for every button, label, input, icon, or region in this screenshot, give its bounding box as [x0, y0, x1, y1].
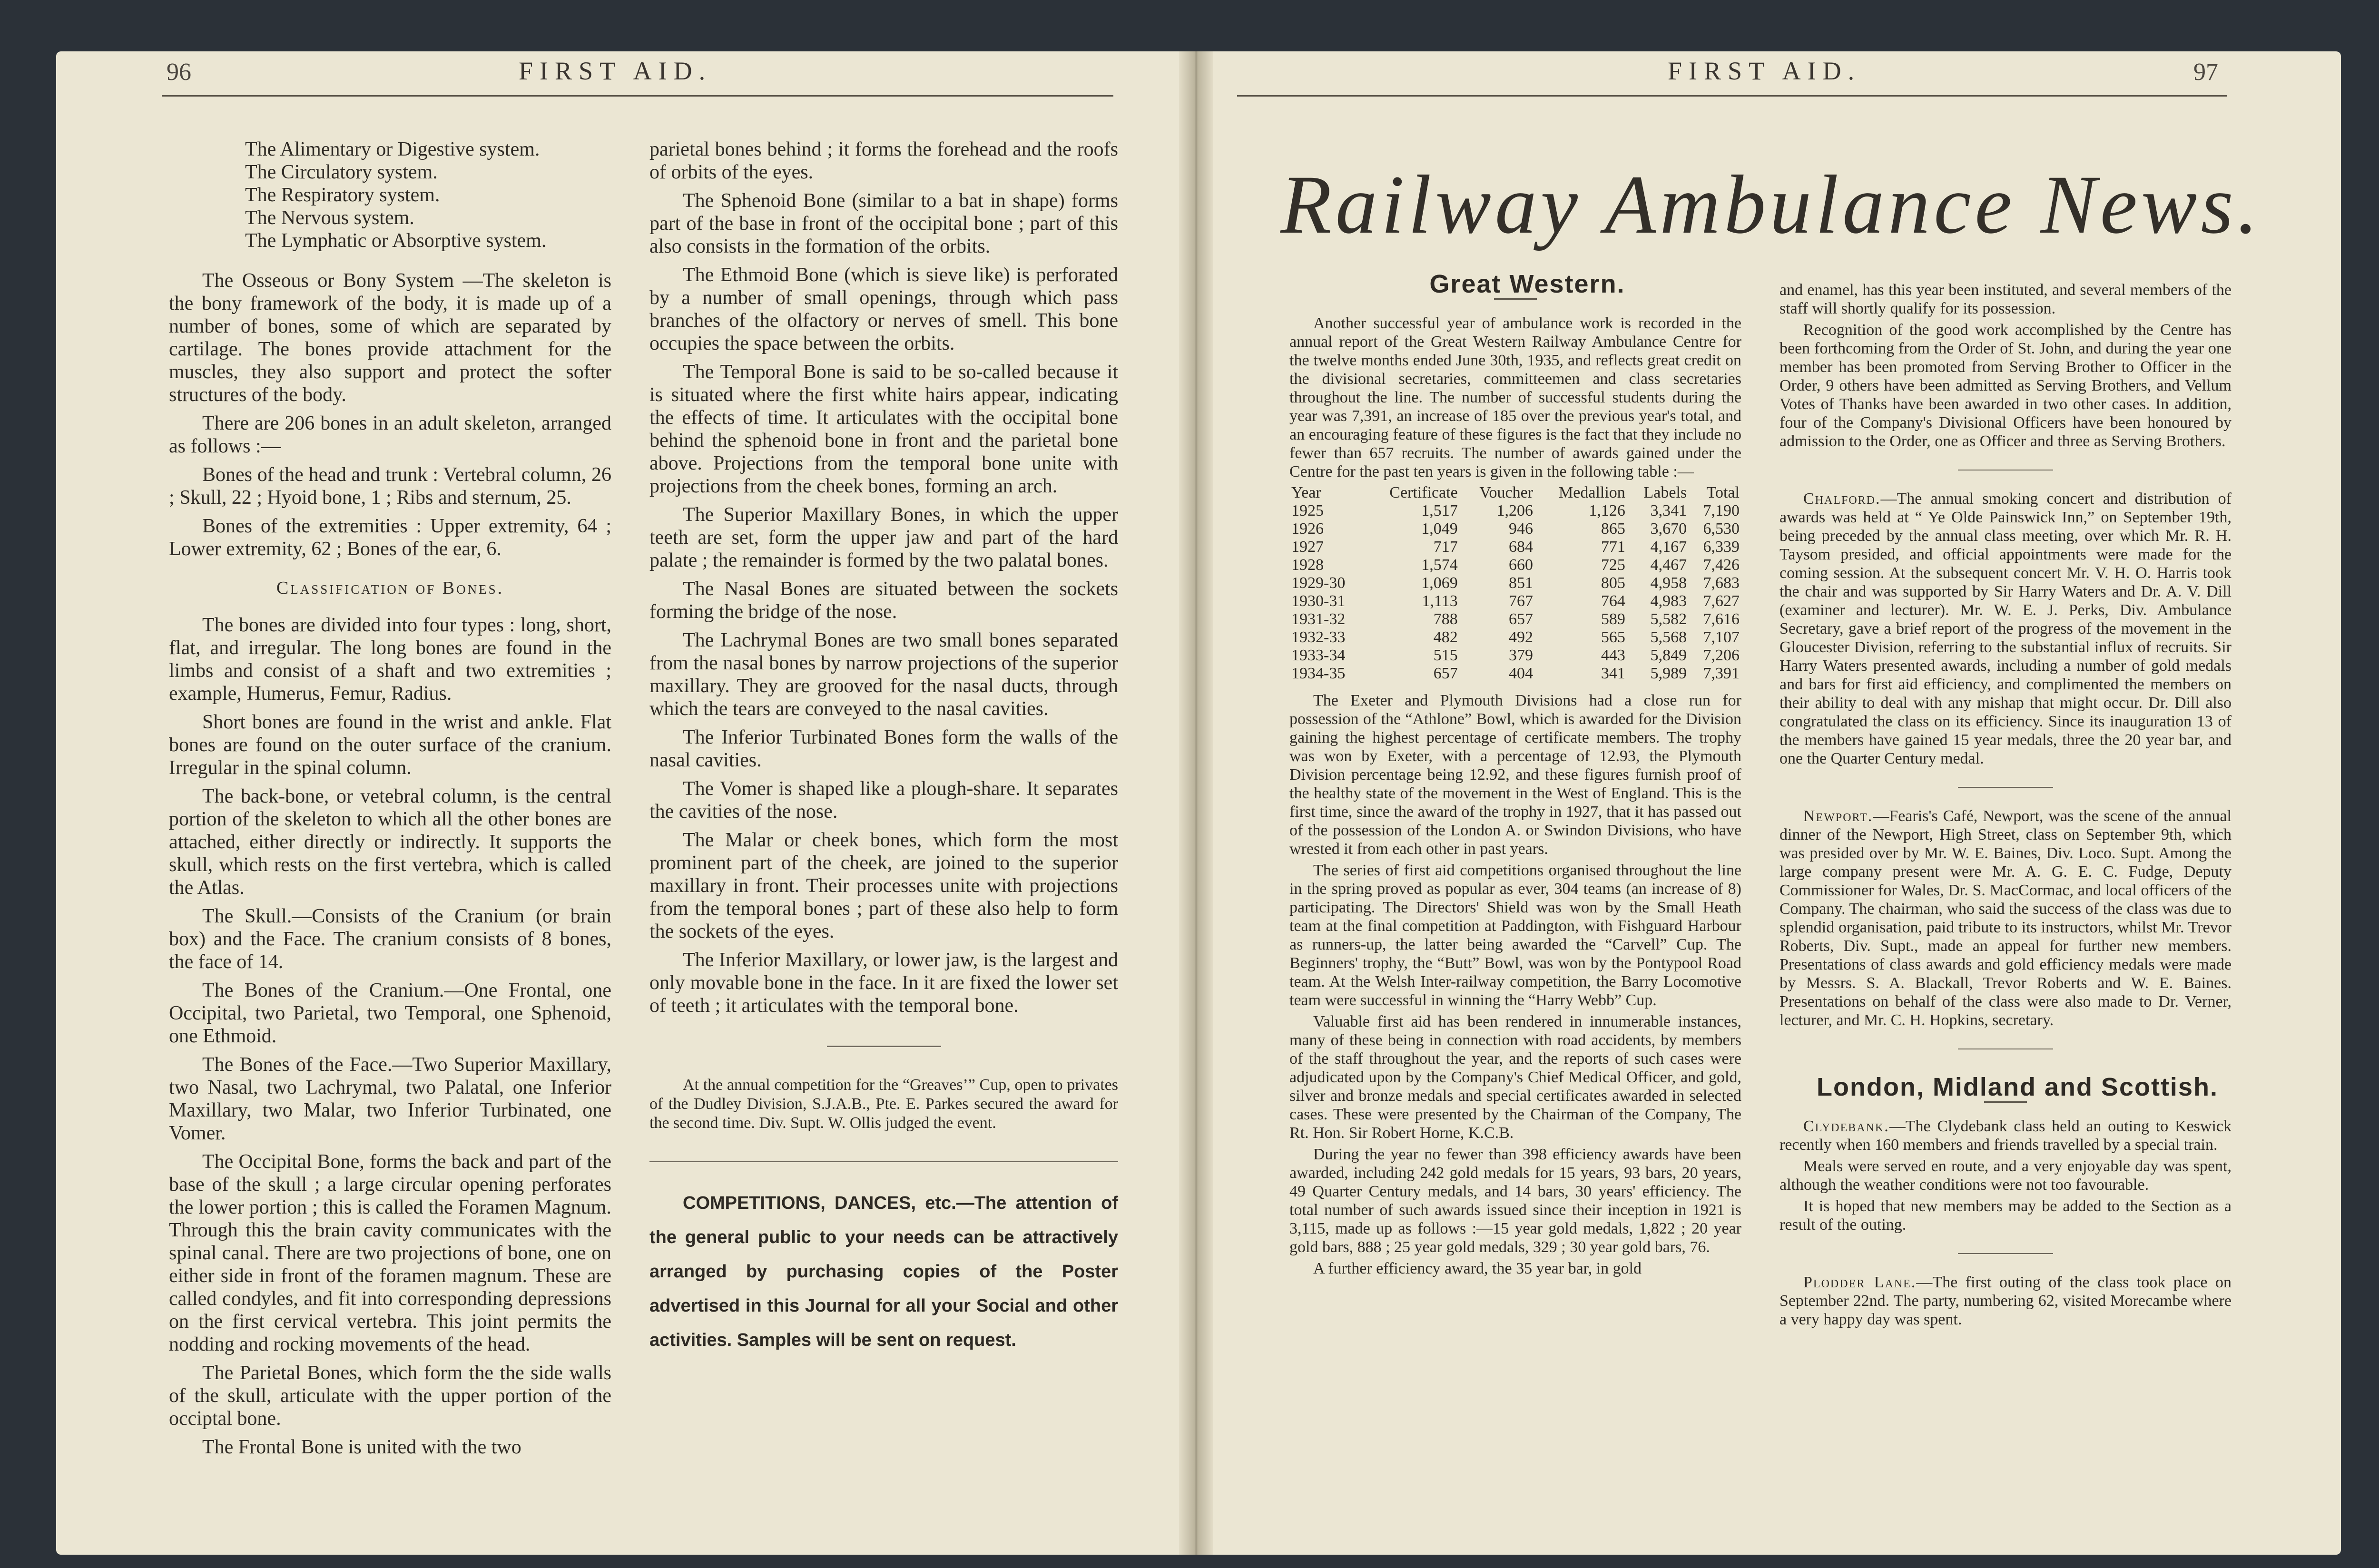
table-cell: 805 [1601, 574, 1625, 592]
table-cell: 1,126 [1589, 502, 1625, 519]
paragraph: The Inferior Maxillary, or lower jaw, is the largest and only movable bone in the face. In it are fixed the lower set of teeth ; it articulates with the temporal bone. [649, 949, 1118, 1017]
system-item: The Alimentary or Digestive system. [245, 138, 540, 160]
paragraph: The Parietal Bones, which form the the side walls of the skull, articulate with the upper portion of the occiptal bone. [169, 1362, 611, 1430]
notice-rule [649, 1161, 1118, 1162]
paragraph: The Inferior Turbinated Bones form the walls of the nasal cavities. [649, 726, 1118, 771]
table-row [1289, 502, 1741, 520]
section-heading-great-western: Great Western. [1429, 270, 1625, 298]
table-row [1289, 592, 1741, 610]
paragraph: and enamel, has this year been instituted, and several members of the staff will shortly qualify for its possession. [1779, 281, 2232, 317]
item-separator [1958, 1253, 2053, 1254]
table-cell: 725 [1601, 556, 1625, 574]
table-cell: 5,582 [1650, 610, 1687, 628]
place-name: Chalford. [1803, 490, 1881, 508]
paragraph: Short bones are found in the wrist and ankle. Flat bones are found on the outer surface of the cranium. Irregular in the spinal column. [169, 711, 611, 779]
system-item: The Nervous system. [245, 207, 414, 229]
table-header-row [1289, 484, 1741, 502]
table-cell: 851 [1509, 574, 1534, 592]
table-cell: 684 [1509, 538, 1534, 556]
paragraph: The Exeter and Plymouth Divisions had a close run for possession of the “Athlone” Bowl, which is awarded for the Division gaining the highest percentage of certificate members. The trophy was won by Exeter, with a percentage of 12.93, the Plymouth Division percentage being 12.92, and these figures furnish proof of the healthy state of the movement in the West of England. This is the first time, since the award of the trophy in 1927, that it has passed out of the possession of the London A. or Swindon Divisions, who have wrested it from each other in past years. [1289, 692, 1741, 858]
table-cell: 946 [1509, 520, 1534, 538]
table-row [1289, 610, 1741, 628]
table-cell: 3,670 [1650, 520, 1687, 538]
table-cell: 7,683 [1703, 574, 1740, 592]
book-gutter [1179, 51, 1213, 1555]
table-cell: 1,113 [1422, 592, 1458, 610]
item-separator [1958, 787, 2053, 788]
table-cell: 5,568 [1650, 628, 1687, 646]
section-heading: Classification of Bones. [276, 578, 504, 598]
paragraph: The series of first aid competitions organised throughout the line in the spring proved as popular as ever, 304 teams (an increase of 8) participating. The Directors' Shield was won by the Small Heath team at the final competition at Paddington, with Fishguard Harbour as runners-up, the latter being awarded the “Carvell” Cup. The Beginners' trophy, the “Butt” Bowl, was won by the Pontypool Road team. At the Welsh Inter-railway competition, the Barry Locomotive team were successful in winning the “Harry Webb” Cup. [1289, 862, 1741, 1009]
paragraph: The Malar or cheek bones, which form the most prominent part of the cheek, are joined to the superior maxillary in front. Their processes unite with projections from the temporal bones ; part of these also help to form the sockets of the eyes. [649, 829, 1118, 942]
table-cell: 1,517 [1421, 502, 1458, 519]
table-cell: 1929-30 [1291, 574, 1346, 592]
left-page-number: 96 [167, 59, 191, 86]
table-cell: 1931-32 [1291, 610, 1346, 628]
table-cell: 1,206 [1496, 502, 1534, 519]
table-cell: 4,167 [1650, 538, 1687, 556]
table-cell: 589 [1601, 610, 1625, 628]
table-cell: 771 [1601, 538, 1625, 556]
system-item: The Lymphatic or Absorptive system. [245, 230, 547, 252]
paragraph: parietal bones behind ; it forms the forehead and the roofs of orbits of the eyes. [649, 138, 1118, 183]
table-cell: 482 [1433, 628, 1458, 646]
paragraph: Meals were served en route, and a very enjoyable day was spent, although the weather conditions were not too favourable. [1779, 1157, 2232, 1194]
table-cell: 764 [1601, 592, 1625, 610]
paragraph: The Skull.—Consists of the Cranium (or brain box) and the Face. The cranium consists of 8 bones, the face of 14. [169, 905, 611, 973]
table-header: Year [1291, 484, 1321, 501]
paragraph: The Ethmoid Bone (which is sieve like) is perforated by a number of small openings, through which pass branches of the olfactory or nerves of smell. This bone occupies the space between the orbits. [649, 264, 1118, 354]
table-header: Voucher [1479, 484, 1534, 501]
table-row [1289, 665, 1741, 683]
table-cell: 3,341 [1650, 502, 1687, 519]
left-column-2 [649, 138, 1118, 1363]
item-text: —The first outing of the class took place on September 22nd. The party, numbering 62, visited Morecambe where a very happy day was spent. [1779, 1274, 2232, 1328]
place-name: Newport. [1803, 807, 1873, 825]
right-column-2 [1779, 281, 2232, 1332]
table-cell: 1,574 [1421, 556, 1458, 574]
paragraph: The Vomer is shaped like a plough-share. It separates the cavities of the nose. [649, 778, 1118, 823]
table-row [1289, 520, 1741, 538]
table-cell: 565 [1601, 628, 1625, 646]
table-cell: 7,206 [1703, 647, 1740, 664]
paragraph: Valuable first aid has been rendered in innumerable instances, many of these being in connection with road accidents, by members of the staff throughout the year, and the reports of such cases were adjudicated upon by the Company's Chief Medical Officer, and gold, silver and bronze medals and special certificates awarded in selected cases. These were presented by the Chairman of the Company, The Rt. Hon. Sir Robert Horne, K.C.B. [1289, 1013, 1741, 1142]
paragraph: The Bones of the Face.—Two Superior Maxillary, two Nasal, two Lachrymal, two Palatal, one Inferior Maxillary, two Malar, two Inferior Turbinated, one Vomer. [169, 1054, 611, 1144]
table-cell: 5,849 [1650, 647, 1687, 664]
table-cell: 657 [1509, 610, 1534, 628]
right-running-head: FIRST AID. [1668, 57, 1861, 85]
table-cell: 7,107 [1703, 628, 1740, 646]
table-cell: 443 [1601, 647, 1625, 664]
heading-rule [1984, 1101, 2027, 1103]
place-name: Plodder Lane. [1803, 1274, 1917, 1291]
awards-table [1289, 484, 1741, 683]
table-header: Medallion [1559, 484, 1625, 501]
paragraph: The Frontal Bone is united with the two [202, 1436, 521, 1458]
paragraph: The Superior Maxillary Bones, in which the upper teeth are set, form the upper jaw and part of the hard palate ; the remainder is formed by the two palatal bones. [649, 504, 1118, 571]
promo-notice: COMPETITIONS, DANCES, etc.—The attention of the general public to your needs can be attractively arranged by purchasing copies of the Poster advertised in this Journal for all your Social and other activities. Samples will be sent on request. [649, 1193, 1118, 1350]
left-header-rule [162, 95, 1113, 97]
system-item: The Circulatory system. [245, 161, 438, 183]
table-row [1289, 628, 1741, 647]
table-cell: 865 [1601, 520, 1625, 538]
paragraph: The Bones of the Cranium.—One Frontal, one Occipital, two Parietal, two Temporal, one Sphenoid, one Ethmoid. [169, 980, 611, 1047]
heading-rule [1494, 298, 1537, 300]
paragraph: During the year no fewer than 398 efficiency awards have been awarded, including 242 gold medals for 15 years, 93 bars, 20 years, 49 Quarter Century medals, and 14 bars, 30 years' efficiency. The total number of such awards issued since their inception in 1921 is 3,115, made up as follows :—15 year gold medals, 1,822 ; 20 year gold bars, 888 ; 25 year gold medals, 329 ; 30 year gold bars, 76. [1289, 1146, 1741, 1256]
table-cell: 4,983 [1650, 592, 1687, 610]
paragraph: Recognition of the good work accomplished by the Centre has been forthcoming from the Order of St. John, and during the year one member has been promoted from Serving Brother to Officer in the Order, 9 others have been admitted as Serving Brothers, and Vellum Votes of Thanks have been awarded in two other cases. In addition, four of the Company's Divisional Officers have been honoured by admission to the Order, one as Officer and three as Serving Brothers. [1779, 321, 2232, 450]
right-header-rule [1237, 95, 2227, 97]
table-cell: 657 [1433, 665, 1458, 682]
paragraph: The Lachrymal Bones are two small bones separated from the nasal bones by narrow projections of the superior maxillary. They are grooved for the nasal ducts, through which the tears are conveyed to the nasal cavities. [649, 629, 1118, 720]
table-cell: 6,339 [1703, 538, 1740, 556]
table-cell: 379 [1509, 647, 1534, 664]
left-running-head: FIRST AID. [519, 57, 712, 85]
section-heading-lms: London, Midland and Scottish. [1817, 1073, 2218, 1101]
paragraph: There are 206 bones in an adult skeleton, arranged as follows :— [169, 412, 611, 457]
table-row [1289, 574, 1741, 592]
table-cell: 515 [1433, 647, 1458, 664]
newport-item [1779, 807, 2232, 1029]
table-cell: 4,467 [1650, 556, 1687, 574]
paragraph: Bones of the head and trunk : Vertebral column, 26 ; Skull, 22 ; Hyoid bone, 1 ; Ribs and sternum, 25. [169, 464, 611, 509]
table-cell: 1933-34 [1291, 647, 1346, 664]
table-cell: 767 [1509, 592, 1534, 610]
table-cell: 6,530 [1703, 520, 1740, 538]
greaves-notice: At the annual competition for the “Greaves’” Cup, open to privates of the Dudley Division, S.J.A.B., Pte. E. Parkes secured the award for the second time. Div. Supt. W. Ollis judged the event. [649, 1076, 1118, 1132]
table-cell: 717 [1433, 538, 1458, 556]
right-page-number: 97 [2193, 59, 2218, 86]
table-row [1289, 556, 1741, 574]
table-cell: 7,391 [1703, 665, 1740, 682]
section-divider [827, 1046, 941, 1047]
paragraph: A further efficiency award, the 35 year bar, in gold [1313, 1260, 1642, 1277]
table-cell: 7,627 [1703, 592, 1740, 610]
item-text: —The Clydebank class held an outing to Keswick recently when 160 members and friends travelled by a special train. [1779, 1117, 2232, 1154]
table-cell: 788 [1433, 610, 1458, 628]
place-name: Clydebank. [1803, 1117, 1889, 1135]
table-cell: 7,616 [1703, 610, 1740, 628]
paragraph: The bones are divided into four types : long, short, flat, and irregular. The long bones are found in the limbs and consist of a shaft and two extremities ; example, Humerus, Femur, Radius. [169, 614, 611, 705]
table-cell: 492 [1509, 628, 1534, 646]
table-cell: 1926 [1291, 520, 1324, 538]
table-cell: 7,426 [1703, 556, 1740, 574]
system-item: The Respiratory system. [245, 184, 440, 206]
table-cell: 4,958 [1650, 574, 1687, 592]
paragraph: The Temporal Bone is said to be so-called because it is situated where the first white hairs appear, indicating the effects of time. It articulates with the occipital bone behind the sphenoid bone in front and the parietal bone above. Projections from the temporal bone unite with projections from the cheek bones, forming an arch. [649, 361, 1118, 497]
table-header: Total [1706, 484, 1740, 501]
clydebank-item [1779, 1117, 2232, 1154]
masthead-title: Railway Ambulance News. [1280, 158, 2262, 251]
table-cell: 1928 [1291, 556, 1324, 574]
paragraph: The Occipital Bone, forms the back and part of the base of the skull ; a large circular opening perforates the lower portion ; this is called the Foramen Magnum. Through this the brain cavity communicates with the spinal canal. There are two projections of bone, one on either side in front of the foramen magnum. These are called condyles, and fit into corresponding depressions on the first cervical vertebra. This joint permits the nodding and rocking movements of the head. [169, 1151, 611, 1355]
table-cell: 5,989 [1650, 665, 1687, 682]
paragraph: Bones of the extremities : Upper extremity, 64 ; Lower extremity, 62 ; Bones of the ear, 6. [169, 515, 611, 560]
item-text: —Fearis's Café, Newport, was the scene of the annual dinner of the Newport, High Street, class on September 9th, which was presided over by Mr. W. E. Baines, Div. Loco. Supt. Among the large company present were Mr. A. G. E. C. Fudge, Deputy Commissioner for Wales, Dr. S. MacCormac, and local officers of the Company. The chairman, who said the success of the class was due to splendid organisation, paid tribute to its instructors, whilst Mr. Trevor Roberts, Div. Supt., made an appeal for further new members. Presentations of class awards and gold efficiency medals were made by Messrs. S. A. Blackall, Trevor Roberts and W. E. Baines. Presentations on behalf of the class were also made to Dr. Verner, lecturer, and Mr. C. H. Hopkins, secretary. [1779, 807, 2232, 1029]
right-column-1 [1289, 266, 1741, 1281]
paragraph: The Sphenoid Bone (similar to a bat in shape) forms part of the base in front of the occipital bone ; part of this also consists in the formation of the orbits. [649, 190, 1118, 257]
item-text: —The annual smoking concert and distribution of awards was held at “ Ye Olde Painswick Inn,” on September 19th, being preceded by the annual class meeting, over which Mr. R. H. Taysom presided, and official appointments were made for the coming session. At the subsequent concert Mr. V. H. O. Harris took the chair and was supported by Sir Harry Waters and Dr. A. V. Dill (examiner and lecturer). Mr. W. E. J. Perks, Div. Ambulance Secretary, gave a brief report of the progress of the movement in the Gloucester Division, referring to the substantial influx of recruits. Sir Harry Waters presented awards, including a number of gold medals and bars for first aid efficiency, and complimented the members on their ability to deal with any mishap that might occur. Dr. Dill also congratulated the class on its efficiency. Since its inauguration 13 of the members have gained 15 year medals, three the 20 year bar, and one the Quarter Century medal. [1779, 490, 2232, 767]
paragraph: The Nasal Bones are situated between the sockets forming the bridge of the nose. [649, 578, 1118, 623]
table-cell: 1932-33 [1291, 628, 1346, 646]
table-cell: 660 [1509, 556, 1534, 574]
table-cell: 1934-35 [1291, 665, 1346, 682]
left-column-1 [169, 138, 611, 1464]
table-cell: 7,190 [1703, 502, 1740, 519]
table-cell: 1930-31 [1291, 592, 1346, 610]
paragraph: It is hoped that new members may be added to the Section as a result of the outing. [1779, 1197, 2232, 1234]
paragraph: The Osseous or Bony System —The skeleton is the bony framework of the body, it is made up of a number of bones, some of which are separated by cartilage. The bones provide attachment for the muscles, they also support and protect the softer structures of the body. [169, 270, 611, 406]
paragraph: The back-bone, or vetebral column, is the central portion of the skeleton to which all the other bones are attached, either directly or indirectly. It supports the skull, which rests on the first vertebra, which is called the Atlas. [169, 785, 611, 899]
table-cell: 404 [1509, 665, 1534, 682]
paragraph: Another successful year of ambulance work is recorded in the annual report of the Great Western Railway Ambulance Centre for the twelve months ended June 30th, 1935, and reflects great credit on the divisional secretaries, committeemen and class secretaries throughout the line. The number of successful students during the year was 7,391, an increase of 185 over the previous year's total, and an encouraging feature of these figures is the fact that they include no fewer than 657 recruits. The number of awards gained under the Centre for the past ten years is given in the following table :— [1289, 314, 1741, 480]
table-cell: 1,069 [1421, 574, 1458, 592]
table-cell: 341 [1601, 665, 1625, 682]
table-cell: 1,049 [1421, 520, 1458, 538]
table-header: Labels [1643, 484, 1687, 501]
table-cell: 1927 [1291, 538, 1324, 556]
table-cell: 1925 [1291, 502, 1324, 519]
table-header: Certificate [1389, 484, 1458, 501]
plodder-lane-item [1779, 1273, 2232, 1329]
table-row [1289, 647, 1741, 665]
chalford-item [1779, 490, 2232, 768]
table-row [1289, 538, 1741, 556]
